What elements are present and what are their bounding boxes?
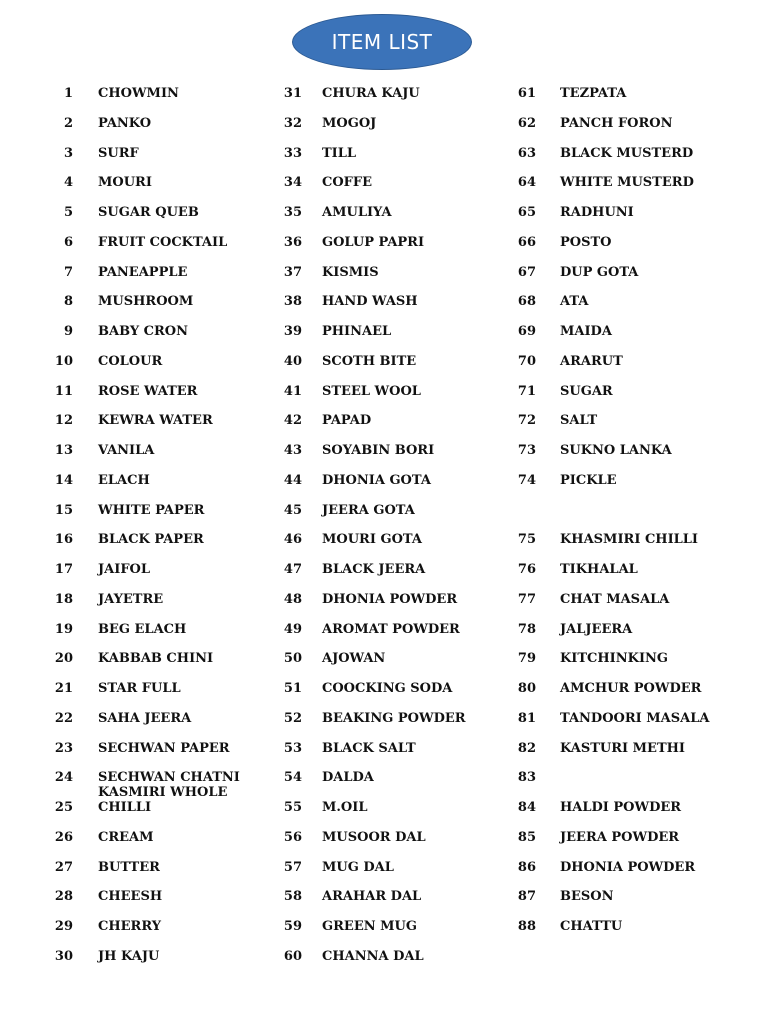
- item-number: 21: [54, 681, 73, 696]
- item-name: STAR FULL: [98, 681, 181, 696]
- list-item: [0, 945, 768, 975]
- item-number: 45: [283, 502, 302, 518]
- item-number: 31: [283, 86, 302, 101]
- item-number: 3: [63, 145, 73, 161]
- item-name: SUKNO LANKA: [560, 443, 672, 458]
- list-item: [0, 290, 768, 320]
- item-number: 15: [54, 502, 73, 518]
- item-name: CHATTU: [560, 919, 623, 934]
- item-number: 67: [517, 264, 536, 280]
- item-name: PANKO: [98, 115, 152, 131]
- item-name: PAPAD: [322, 413, 372, 429]
- item-number: 4: [63, 175, 73, 191]
- list-item: [0, 826, 768, 856]
- list-item: [0, 915, 768, 945]
- item-number: 84: [517, 800, 536, 815]
- item-number: 88: [517, 919, 536, 934]
- list-item: [0, 707, 768, 737]
- item-number: 13: [54, 443, 73, 458]
- item-number: 7: [63, 264, 73, 280]
- item-name: JALJEERA: [560, 621, 633, 637]
- item-name: COFFE: [322, 175, 373, 191]
- item-number: 30: [54, 948, 73, 964]
- item-number: 56: [283, 829, 302, 845]
- item-name: JEERA GOTA: [322, 502, 415, 518]
- item-number: 33: [283, 145, 302, 161]
- item-number: 2: [63, 115, 73, 131]
- item-number: 28: [54, 889, 73, 905]
- item-number: 64: [517, 175, 536, 191]
- item-number: 72: [517, 413, 536, 429]
- item-name: BLACK PAPER: [98, 532, 204, 548]
- item-name: TANDOORI MASALA: [560, 710, 710, 726]
- item-number: 58: [283, 889, 302, 905]
- item-number: 44: [283, 472, 302, 488]
- item-name: HALDI POWDER: [560, 800, 682, 815]
- list-item: [0, 856, 768, 886]
- item-number: 35: [283, 205, 302, 220]
- item-name: M.OIL: [322, 800, 368, 815]
- item-name: CREAM: [98, 829, 154, 845]
- item-number: 60: [283, 948, 302, 964]
- item-name: SURF: [98, 145, 139, 161]
- item-number: 46: [283, 532, 302, 548]
- item-number: 47: [283, 562, 302, 577]
- list-item: [0, 647, 768, 677]
- item-name: SECHWAN CHATNI: [98, 770, 240, 786]
- item-name: BEAKING POWDER: [322, 710, 466, 726]
- item-name: JEERA POWDER: [560, 829, 680, 845]
- list-item: [0, 796, 768, 826]
- item-name: BLACK MUSTERD: [560, 145, 694, 161]
- item-number: 63: [517, 145, 536, 161]
- item-number: 77: [517, 591, 536, 607]
- item-number: 36: [283, 234, 302, 250]
- item-name: ARARUT: [560, 353, 623, 369]
- item-number: 69: [517, 324, 536, 339]
- item-name: PANCH FORON: [560, 115, 673, 131]
- item-name: SOYABIN BORI: [322, 443, 435, 458]
- item-name: SCOTH BITE: [322, 353, 417, 369]
- item-name: BEG ELACH: [98, 621, 187, 637]
- item-number: 24: [54, 770, 73, 786]
- item-name: GOLUP PAPRI: [322, 234, 425, 250]
- item-number: 37: [283, 264, 302, 280]
- item-number: 6: [63, 234, 73, 250]
- item-number: 41: [283, 383, 302, 399]
- list-item: [0, 320, 768, 350]
- item-name: PICKLE: [560, 472, 617, 488]
- item-number: 50: [283, 651, 302, 667]
- item-number: 61: [517, 86, 536, 101]
- item-name: MUG DAL: [322, 859, 394, 875]
- item-name: DUP GOTA: [560, 264, 639, 280]
- item-number: 74: [517, 472, 536, 488]
- item-name: ATA: [560, 294, 589, 310]
- item-number: 18: [54, 591, 73, 607]
- item-name: KASTURI METHI: [560, 740, 686, 756]
- item-name: RADHUNI: [560, 205, 634, 220]
- item-name: MOGOJ: [322, 115, 377, 131]
- item-name: JAYETRE: [98, 591, 164, 607]
- item-name: KITCHINKING: [560, 651, 669, 667]
- list-item: [0, 469, 768, 499]
- item-number: 76: [517, 562, 536, 577]
- item-name: AMULIYA: [322, 205, 392, 220]
- item-name: WHITE MUSTERD: [560, 175, 694, 191]
- item-number: 68: [517, 294, 536, 310]
- item-name: SUGAR: [560, 383, 613, 399]
- item-name: KISMIS: [322, 264, 379, 280]
- item-name: TILL: [322, 145, 357, 161]
- item-name: AMCHUR POWDER: [560, 681, 702, 696]
- item-number: 79: [517, 651, 536, 667]
- list-item: [0, 409, 768, 439]
- list-item: [0, 766, 768, 796]
- item-number: 70: [517, 353, 536, 369]
- item-number: 54: [283, 770, 302, 786]
- item-name: JH KAJU: [98, 948, 160, 964]
- item-name: TEZPATA: [560, 86, 627, 101]
- item-number: 62: [517, 115, 536, 131]
- item-name: BUTTER: [98, 859, 160, 875]
- item-name: BABY CRON: [98, 324, 188, 339]
- list-item: [0, 618, 768, 648]
- item-name: ROSE WATER: [98, 383, 198, 399]
- item-name: COOCKING SODA: [322, 681, 453, 696]
- item-name: KASMIRI WHOLE CHILLI: [98, 785, 228, 815]
- item-number: 14: [54, 472, 73, 488]
- item-name: VANILA: [98, 443, 155, 458]
- item-name: ELACH: [98, 472, 150, 488]
- item-name: CHERRY: [98, 919, 162, 934]
- item-number: 86: [517, 859, 536, 875]
- item-number: 80: [517, 681, 536, 696]
- item-number: 20: [54, 651, 73, 667]
- item-number: 71: [517, 383, 536, 399]
- item-number: 73: [517, 443, 536, 458]
- item-number: 16: [54, 532, 73, 548]
- item-number: 23: [54, 740, 73, 756]
- item-name: CHOWMIN: [98, 86, 179, 101]
- item-number: 85: [517, 829, 536, 845]
- item-number: 12: [54, 413, 73, 429]
- list-item: [0, 142, 768, 172]
- item-number: 42: [283, 413, 302, 429]
- item-number: 8: [63, 294, 73, 310]
- item-name: GREEN MUG: [322, 919, 417, 934]
- item-number: 59: [283, 919, 302, 934]
- item-number: 11: [54, 383, 73, 399]
- item-name: DHONIA POWDER: [322, 591, 458, 607]
- item-name: DHONIA POWDER: [560, 859, 696, 875]
- item-number: 26: [54, 829, 73, 845]
- item-name: DALDA: [322, 770, 374, 786]
- list-item: [0, 677, 768, 707]
- list-item: [0, 528, 768, 558]
- item-name: KHASMIRI CHILLI: [560, 532, 699, 548]
- item-number: 43: [283, 443, 302, 458]
- item-name: POSTO: [560, 234, 612, 250]
- list-item: [0, 82, 768, 112]
- item-name: SECHWAN PAPER: [98, 740, 230, 756]
- item-number: 5: [63, 205, 73, 220]
- item-number: 55: [283, 800, 302, 815]
- item-number: 25: [54, 800, 73, 815]
- list-item: [0, 439, 768, 469]
- item-number: 65: [517, 205, 536, 220]
- item-number: 1: [63, 86, 73, 101]
- item-name: STEEL WOOL: [322, 383, 421, 399]
- item-name: SUGAR QUEB: [98, 205, 199, 220]
- item-name: AJOWAN: [322, 651, 386, 667]
- item-name: MAIDA: [560, 324, 612, 339]
- item-number: 10: [54, 353, 73, 369]
- item-name: CHAT MASALA: [560, 591, 670, 607]
- item-number: 52: [283, 710, 302, 726]
- item-name: CHURA KAJU: [322, 86, 420, 101]
- item-name: SAHA JEERA: [98, 710, 192, 726]
- item-number: 81: [517, 710, 536, 726]
- list-item: [0, 201, 768, 231]
- item-name: WHITE PAPER: [98, 502, 205, 518]
- item-number: 9: [63, 324, 73, 339]
- item-number: 51: [283, 681, 302, 696]
- list-item: [0, 350, 768, 380]
- item-number: 17: [54, 562, 73, 577]
- item-number: 29: [54, 919, 73, 934]
- item-number: 27: [54, 859, 73, 875]
- item-number: 32: [283, 115, 302, 131]
- item-name: BLACK JEERA: [322, 562, 426, 577]
- item-number: 87: [517, 889, 536, 905]
- list-item: [0, 885, 768, 915]
- item-name: AROMAT POWDER: [322, 621, 460, 637]
- list-item: [0, 112, 768, 142]
- list-item: [0, 380, 768, 410]
- item-number: 39: [283, 324, 302, 339]
- item-number: 34: [283, 175, 302, 191]
- item-name: TIKHALAL: [560, 562, 638, 577]
- item-name: PANEAPPLE: [98, 264, 188, 280]
- item-name: FRUIT COCKTAIL: [98, 234, 228, 250]
- item-number: 82: [517, 740, 536, 756]
- item-name: HAND WASH: [322, 294, 418, 310]
- item-name: PHINAEL: [322, 324, 392, 339]
- item-name: CHANNA DAL: [322, 948, 424, 964]
- item-name: MUSOOR DAL: [322, 829, 426, 845]
- list-item: [0, 558, 768, 588]
- item-name: JAIFOL: [98, 562, 151, 577]
- item-number: 75: [517, 532, 536, 548]
- item-number: 57: [283, 859, 302, 875]
- item-column-3: [0, 82, 768, 945]
- item-name: MUSHROOM: [98, 294, 194, 310]
- item-number: 40: [283, 353, 302, 369]
- item-name: BLACK SALT: [322, 740, 416, 756]
- item-name: DHONIA GOTA: [322, 472, 431, 488]
- item-name: COLOUR: [98, 353, 163, 369]
- item-name: KEWRA WATER: [98, 413, 213, 429]
- item-name: ARAHAR DAL: [322, 889, 422, 905]
- page-title: ITEM LIST: [331, 30, 433, 54]
- item-number: 22: [54, 710, 73, 726]
- item-name: CHEESH: [98, 889, 163, 905]
- item-name: MOURI GOTA: [322, 532, 422, 548]
- item-number: 83: [517, 770, 536, 786]
- item-name: SALT: [560, 413, 598, 429]
- list-item: [0, 231, 768, 261]
- item-number: 38: [283, 294, 302, 310]
- item-number: 19: [54, 621, 73, 637]
- item-name: KABBAB CHINI: [98, 651, 214, 667]
- title-banner: [292, 14, 472, 70]
- list-item: [0, 737, 768, 767]
- item-number: 66: [517, 234, 536, 250]
- item-number: 49: [283, 621, 302, 637]
- list-item: [0, 171, 768, 201]
- item-name: BESON: [560, 889, 614, 905]
- list-item: [0, 499, 768, 529]
- list-item: [0, 588, 768, 618]
- list-item: [0, 261, 768, 291]
- item-number: 48: [283, 591, 302, 607]
- item-number: 53: [283, 740, 302, 756]
- item-name: MOURI: [98, 175, 152, 191]
- item-number: 78: [517, 621, 536, 637]
